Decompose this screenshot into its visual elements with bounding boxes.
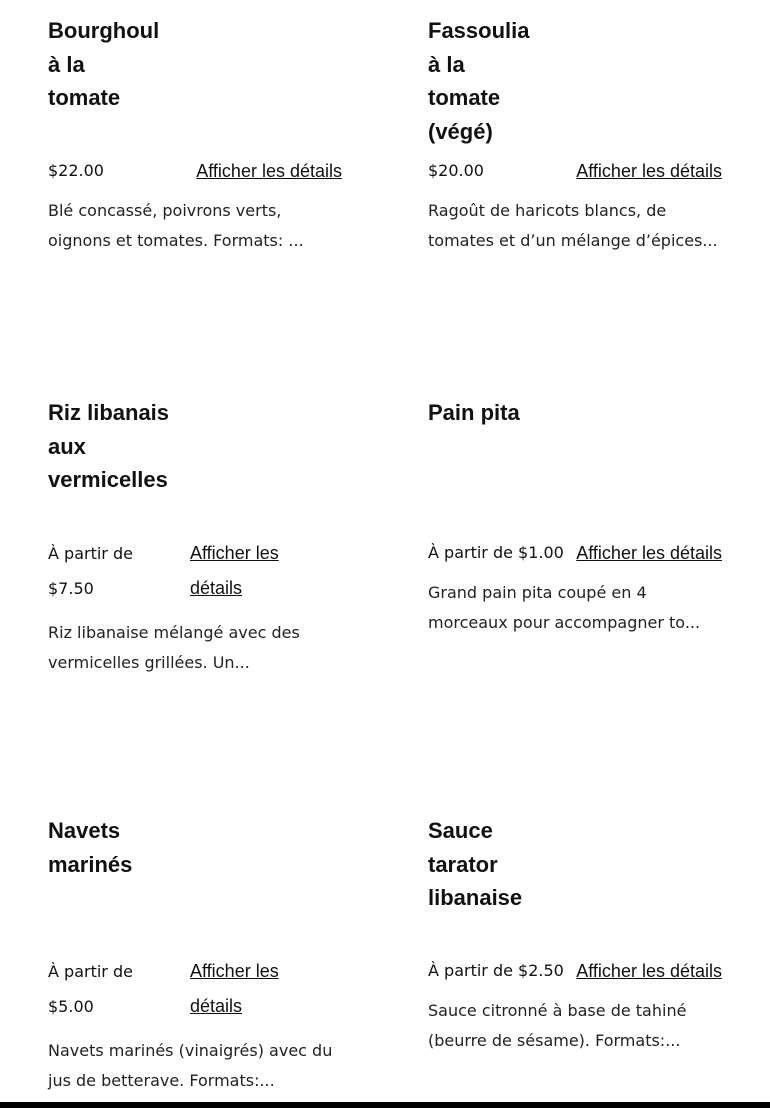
product-card xyxy=(428,14,728,256)
product-card xyxy=(48,814,348,1096)
view-details-link[interactable]: Afficher les détails xyxy=(576,961,722,981)
product-price: À partir de $5.00 xyxy=(48,962,133,1016)
product-title[interactable]: Navets marinés xyxy=(48,818,133,877)
product-price: $22.00 xyxy=(48,161,104,180)
product-title[interactable]: Fassoulia à la tomate (végé) xyxy=(428,18,530,144)
product-card xyxy=(428,396,728,638)
product-title[interactable]: Pain pita xyxy=(428,400,520,425)
product-description: Blé concassé, poivrons verts, oignons et tomates. Formats: ... xyxy=(48,201,304,250)
view-details-link[interactable]: Afficher les détails xyxy=(576,161,722,181)
product-price: À partir de $7.50 xyxy=(48,544,133,598)
product-card xyxy=(48,14,348,256)
product-description: Grand pain pita coupé en 4 morceaux pour accompagner to... xyxy=(428,583,701,632)
product-card xyxy=(428,814,728,1056)
product-description: Ragoût de haricots blancs, de tomates et d’un mélange d’épices... xyxy=(428,201,718,250)
view-details-link[interactable]: Afficher les détails xyxy=(576,543,722,563)
product-price: À partir de $2.50 xyxy=(428,961,564,980)
view-details-link[interactable]: Afficher les détails xyxy=(196,161,342,181)
product-description: Riz libanaise mélangé avec des vermicelles grillées. Un... xyxy=(48,623,300,672)
product-title[interactable]: Sauce tarator libanaise xyxy=(428,818,523,910)
product-description: Navets marinés (vinaigrés) avec du jus de betterave. Formats:... xyxy=(48,1041,333,1090)
product-price: $20.00 xyxy=(428,161,484,180)
view-details-link[interactable]: Afficher les détails xyxy=(190,543,279,598)
bottom-divider xyxy=(0,1102,770,1108)
product-card xyxy=(48,396,348,678)
product-title[interactable]: Riz libanais aux vermicelles xyxy=(48,400,170,492)
view-details-link[interactable]: Afficher les détails xyxy=(190,961,279,1016)
product-price: À partir de $1.00 xyxy=(428,543,564,562)
product-description: Sauce citronné à base de tahiné (beurre de sésame). Formats:... xyxy=(428,1001,687,1050)
product-title[interactable]: Bourghoul à la tomate xyxy=(48,18,160,110)
